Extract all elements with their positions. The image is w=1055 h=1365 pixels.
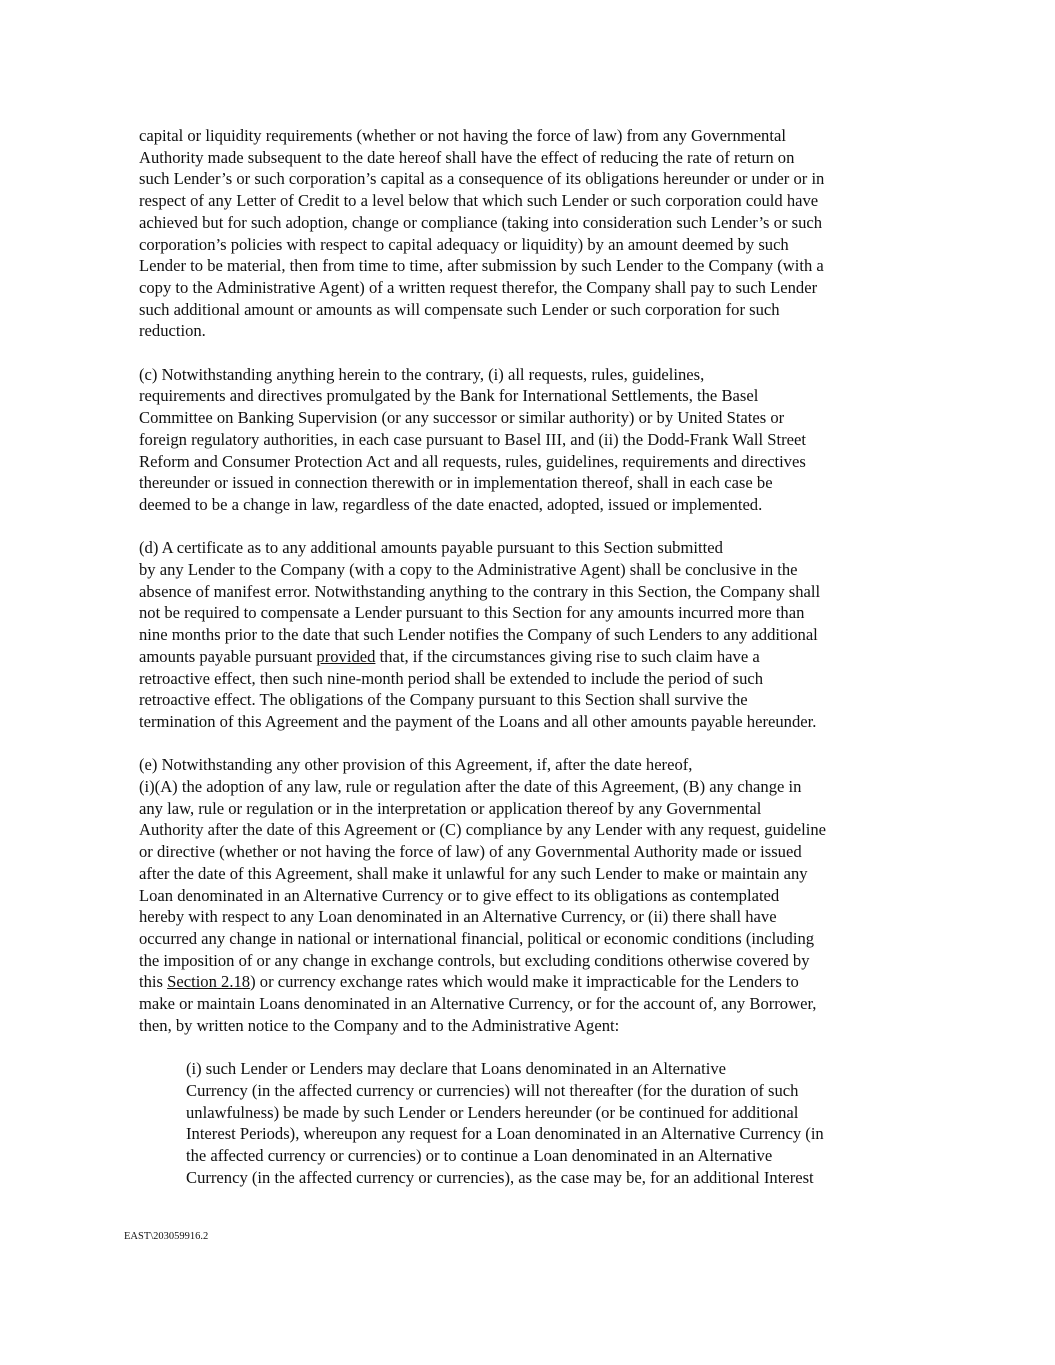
paragraph-d [139, 537, 939, 732]
paragraph-d-text-2: that, if the circumstances giving rise to such claim have a retroactive effect, then such nine-month period shall be extended to include the period of such retroactive effect. The obligations of the Company pursuant to this Section shall survive the termination of this Agreement and the payment of the Loans and all other amounts payable hereunder. [139, 646, 817, 731]
provided-term: provided [316, 646, 376, 666]
paragraph-e-i: (i) such Lender or Lenders may declare that Loans denominated in an Alternative Currency (in the affected currency or currencies) will not thereafter (for the duration of such unlawfulness) be made by such Lender or Lenders hereunder (or be continued for additional Interest Periods), whereupon any request for a Loan denominated in an Alternative Currency (in the affected currency or currencies) or to continue a Loan denominated in an Alternative Currency (in the affected currency or currencies), as the case may be, for an additional Interest [186, 1059, 824, 1187]
document-page [139, 125, 939, 1188]
paragraph-c: (c) Notwithstanding anything herein to the contrary, (i) all requests, rules, guidelines, requirements and directives promulgated by the Bank for International Settlements, the Basel Committee on Banking Supervision (or any successor or similar authority) or by United States or foreign regulatory authorities, in each case pursuant to Basel III, and (ii) the Dodd-Frank Wall Street Reform and Consumer Protection Act and all requests, rules, guidelines, requirements and directives thereunder or issued in connection therewith or in implementation thereof, shall in each case be deemed to be a change in law, regardless of the date enacted, adopted, issued or implemented. [139, 364, 806, 514]
paragraph-e-text-1: (e) Notwithstanding any other provision of this Agreement, if, after the date hereof, (i)(A) the adoption of any law, rule or regulation after the date of this Agreement, (B) any change in any law, rule or regulation or in the interpretation or application thereof by any Governmental Authority after the date of this Agreement or (C) compliance by any Lender with any request, guideline or directive (whether or not having the force of law) of any Governmental Authority made or issued after the date of this Agreement, shall make it unlawful for any such Lender to make or maintain any Loan denominated in an Alternative Currency or to give effect to its obligations as contemplated hereby with respect to any Loan denominated in an Alternative Currency, or (ii) there shall have occurred any change in national or international financial, political or economic conditions (including the imposition of or any change in exchange controls, but excluding conditions otherwise covered by this [139, 755, 827, 992]
paragraph-b-continuation: capital or liquidity requirements (whether or not having the force of law) from any Governmental Authority made subsequent to the date hereof shall have the effect of reducing the rate of return on such Lender’s or such corporation’s capital as a consequence of its obligations hereunder or under or in respect of any Letter of Credit to a level below that which such Lender or such corporation could have achieved but for such adoption, change or compliance (taking into consideration such Lender’s or such corporation’s policies with respect to capital adequacy or liquidity) by an amount deemed by such Lender to be material, then from time to time, after submission by such Lender to the Company (with a copy to the Administrative Agent) of a written request therefor, the Company shall pay to such Lender such additional amount or amounts as will compensate such Lender or such corporation for such reduction. [139, 126, 825, 341]
section-reference: Section 2.18 [167, 972, 251, 992]
document-footer-id: EAST\203059916.2 [124, 1231, 209, 1242]
paragraph-d-text-1: (d) A certificate as to any additional amounts payable pursuant to this Section submitted by any Lender to the Company (with a copy to the Administrative Agent) shall be conclusive in the absence of manifest error. Notwithstanding anything to the contrary in this Section, the Company shall not be required to compensate a Lender pursuant to this Section for any amounts incurred more than nine months prior to the date that such Lender notifies the Company of such Lenders to any additional amounts payable pursuant [139, 538, 821, 666]
paragraph-e-text-2: ) or currency exchange rates which would make it impracticable for the Lenders to make or maintain Loans denominated in an Alternative Currency, or for the account of, any Borrower, then, by written notice to the Company and to the Administrative Agent: [139, 972, 817, 1035]
paragraph-e [139, 754, 939, 1036]
